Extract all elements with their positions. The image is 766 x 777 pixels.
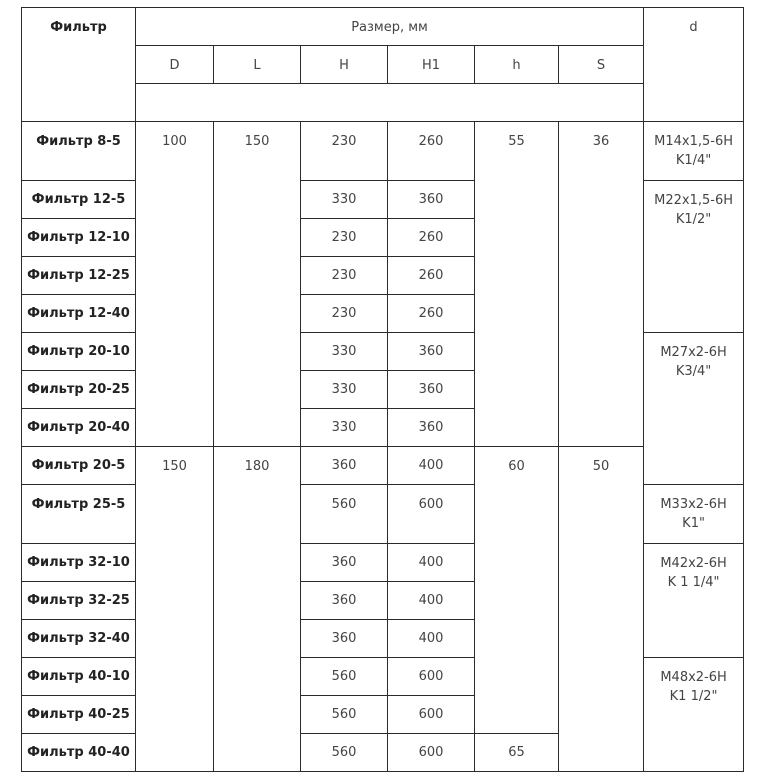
row-H: 560 <box>301 734 388 772</box>
group-h: 60 <box>475 447 559 734</box>
thread-cell <box>644 544 744 658</box>
filter-dimensions-table <box>21 7 744 772</box>
row-H1: 600 <box>388 658 475 696</box>
row-H: 360 <box>301 582 388 620</box>
thread-metric: M42x2-6H <box>660 556 727 571</box>
group-S: 36 <box>559 122 644 447</box>
row-name: Фильтр 12-25 <box>22 257 136 295</box>
thread-metric: M33x2-6H <box>660 497 727 512</box>
row-name: Фильтр 20-40 <box>22 409 136 447</box>
row-name: Фильтр 20-5 <box>22 447 136 485</box>
row-name: Фильтр 20-25 <box>22 371 136 409</box>
group-L: 180 <box>214 447 301 772</box>
group-h: 65 <box>475 734 559 772</box>
thread-inch: K1/4" <box>675 153 712 168</box>
row-H1: 360 <box>388 371 475 409</box>
thread-metric: M22x1,5-6H <box>654 193 733 208</box>
thread-cell <box>644 658 744 772</box>
header-col-S: S <box>559 46 644 84</box>
group-L: 150 <box>214 122 301 447</box>
thread-inch: K1 1/2" <box>669 689 718 704</box>
row-H: 360 <box>301 620 388 658</box>
row-H1: 360 <box>388 409 475 447</box>
row-name: Фильтр 40-10 <box>22 658 136 696</box>
thread-metric: M48x2-6H <box>660 670 727 685</box>
group-D: 100 <box>136 122 214 447</box>
row-H1: 360 <box>388 181 475 219</box>
thread-inch: K3/4" <box>675 364 712 379</box>
header-col-H: H <box>301 46 388 84</box>
thread-metric: M27x2-6H <box>660 345 727 360</box>
header-col-L: L <box>214 46 301 84</box>
row-H1: 260 <box>388 219 475 257</box>
row-name: Фильтр 32-40 <box>22 620 136 658</box>
thread-inch: K 1 1/4" <box>667 575 720 590</box>
header-filter: Фильтр <box>22 8 136 122</box>
row-H: 230 <box>301 219 388 257</box>
header-col-H1: H1 <box>388 46 475 84</box>
thread-cell <box>644 333 744 485</box>
header-blank-row <box>136 84 644 122</box>
row-name: Фильтр 32-25 <box>22 582 136 620</box>
group-S: 50 <box>559 447 644 772</box>
header-col-D: D <box>136 46 214 84</box>
thread-inch: K1" <box>682 516 705 531</box>
row-H: 330 <box>301 181 388 219</box>
row-H: 560 <box>301 658 388 696</box>
row-H1: 400 <box>388 620 475 658</box>
group-D: 150 <box>136 447 214 772</box>
row-H: 360 <box>301 447 388 485</box>
thread-cell <box>644 122 744 181</box>
table-row <box>22 122 744 181</box>
row-name: Фильтр 12-40 <box>22 295 136 333</box>
table-row <box>22 447 744 485</box>
row-name: Фильтр 12-5 <box>22 181 136 219</box>
thread-metric: M14x1,5-6H <box>654 134 733 149</box>
row-name: Фильтр 40-40 <box>22 734 136 772</box>
row-name: Фильтр 25-5 <box>22 485 136 544</box>
row-H1: 400 <box>388 544 475 582</box>
row-H1: 600 <box>388 696 475 734</box>
row-H: 360 <box>301 544 388 582</box>
row-name: Фильтр 32-10 <box>22 544 136 582</box>
row-H1: 600 <box>388 734 475 772</box>
row-name: Фильтр 20-10 <box>22 333 136 371</box>
row-name: Фильтр 12-10 <box>22 219 136 257</box>
row-H1: 260 <box>388 122 475 181</box>
row-name: Фильтр 40-25 <box>22 696 136 734</box>
header-size: Размер, мм <box>136 8 644 46</box>
header-col-h: h <box>475 46 559 84</box>
thread-cell <box>644 485 744 544</box>
row-H: 560 <box>301 696 388 734</box>
header-d: d <box>644 8 744 122</box>
row-H1: 260 <box>388 257 475 295</box>
thread-inch: K1/2" <box>675 212 712 227</box>
row-H1: 260 <box>388 295 475 333</box>
row-name: Фильтр 8-5 <box>22 122 136 181</box>
row-H: 330 <box>301 371 388 409</box>
row-H: 230 <box>301 122 388 181</box>
row-H: 560 <box>301 485 388 544</box>
row-H1: 400 <box>388 582 475 620</box>
row-H1: 600 <box>388 485 475 544</box>
row-H: 330 <box>301 409 388 447</box>
row-H: 230 <box>301 295 388 333</box>
row-H1: 360 <box>388 333 475 371</box>
row-H1: 400 <box>388 447 475 485</box>
thread-cell <box>644 181 744 333</box>
group-h: 55 <box>475 122 559 447</box>
row-H: 330 <box>301 333 388 371</box>
row-H: 230 <box>301 257 388 295</box>
